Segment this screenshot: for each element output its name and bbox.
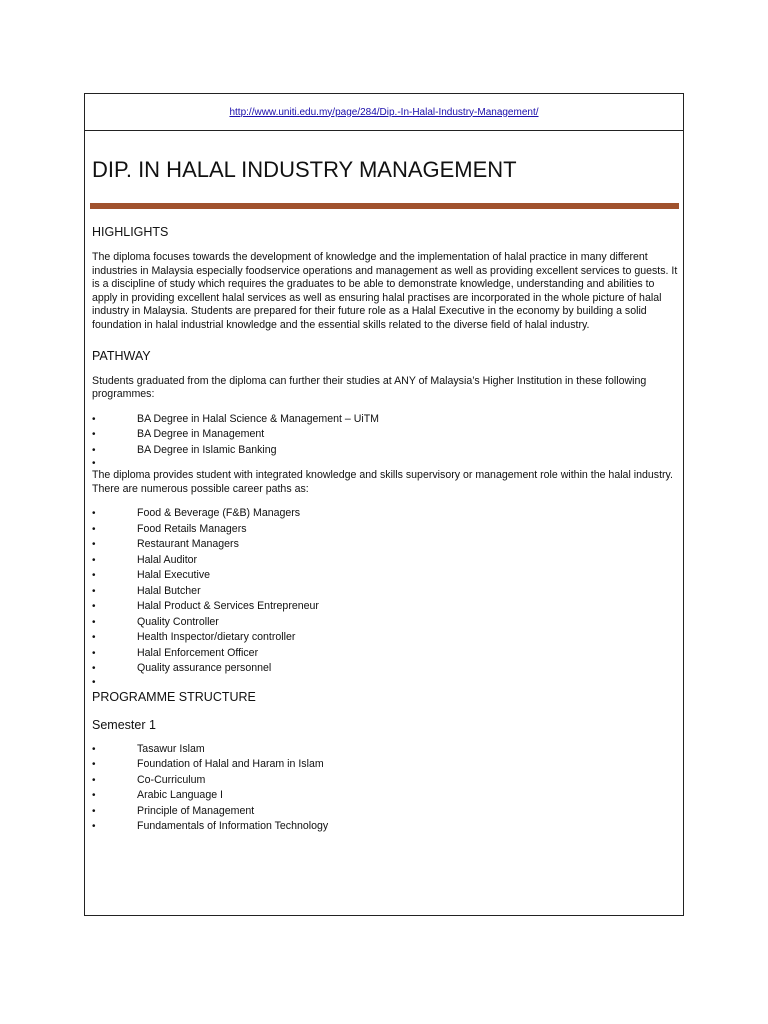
list-item: • Quality Controller [92, 615, 678, 631]
list-item: • Tasawur Islam [92, 742, 678, 758]
list-item: • Foundation of Halal and Haram in Islam [92, 757, 678, 773]
document-content [85, 157, 683, 835]
list-item: • BA Degree in Islamic Banking [92, 443, 678, 459]
empty-bullet: • [92, 676, 96, 688]
document-page [84, 93, 684, 916]
career-list [92, 506, 678, 677]
list-item: • Halal Executive [92, 568, 678, 584]
highlights-heading: HIGHLIGHTS [92, 225, 169, 239]
list-item: • Halal Product & Services Entrepreneur [92, 599, 678, 615]
page-title: DIP. IN HALAL INDUSTRY MANAGEMENT [92, 157, 517, 182]
list-item: • Restaurant Managers [92, 537, 678, 553]
subject-list [92, 742, 678, 835]
list-item: • BA Degree in Halal Science & Management – UiTM [92, 412, 678, 428]
semester-heading: Semester 1 [92, 717, 156, 732]
pathway-heading: PATHWAY [92, 348, 151, 363]
list-item: • Fundamentals of Information Technology [92, 819, 678, 835]
career-intro: The diploma provides student with integrated knowledge and skills supervisory or management role within the halal industry. There are numerous possible career paths as: [92, 469, 674, 495]
list-item: • BA Degree in Management [92, 427, 678, 443]
list-item: • Co-Curriculum [92, 773, 678, 789]
list-item: • Halal Auditor [92, 553, 678, 569]
pathway-intro: Students graduated from the diploma can further their studies at ANY of Malaysia’s Higher Institution in these following programmes: [92, 374, 647, 401]
list-item: • Food & Beverage (F&B) Managers [92, 506, 678, 522]
url-header [85, 94, 683, 131]
title-divider [90, 203, 679, 209]
programme-list [92, 412, 678, 459]
list-item: • Halal Butcher [92, 584, 678, 600]
empty-bullet: • [92, 458, 96, 470]
list-item: • Principle of Management [92, 804, 678, 820]
list-item: • Quality assurance personnel [92, 661, 678, 677]
list-item: • Health Inspector/dietary controller [92, 630, 678, 646]
source-url-link[interactable]: http://www.uniti.edu.my/page/284/Dip.-In-Halal-Industry-Management/ [229, 106, 539, 118]
structure-heading: PROGRAMME STRUCTURE [92, 689, 256, 704]
list-item: • Arabic Language I [92, 788, 678, 804]
list-item: • Food Retails Managers [92, 522, 678, 538]
list-item: • Halal Enforcement Officer [92, 646, 678, 662]
highlights-text: The diploma focuses towards the development of knowledge and the implementation of halal practice in many different industries in Malaysia especially foodservice operations and management as well as providing excellent services to guests. It is a discipline of study which requires the graduates to be able to demonstrate knowledge, understanding and abilities to apply in providing excellent halal services as well as ensuring halal practises are incorporated in the whole picture of halal industry in Malaysia. Students are prepared for their future role as a Halal Executive in the economy by building a solid foundation in halal industrial knowledge and the essential skills related to the diverse field of halal industry. [92, 251, 678, 331]
